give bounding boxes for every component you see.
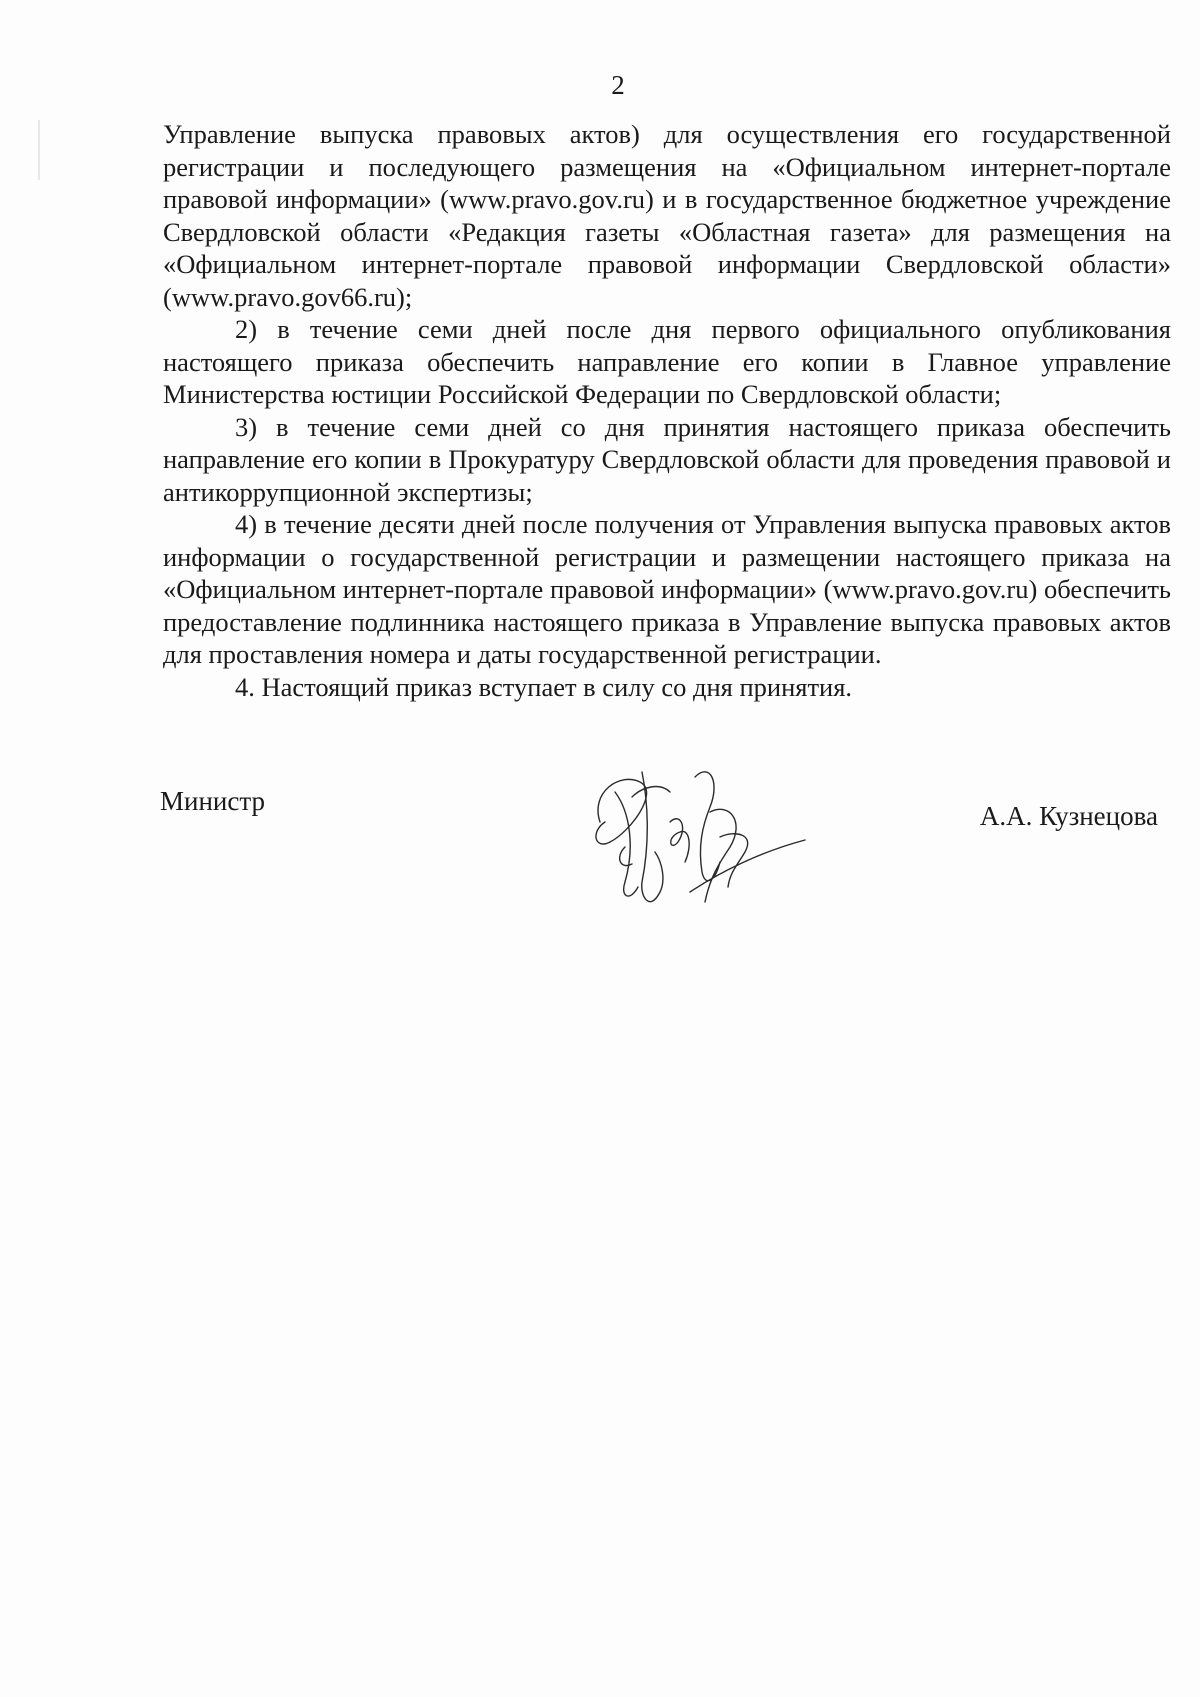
- handwritten-signature: [570, 752, 810, 922]
- paragraph-item-2: 2) в течение семи дней после дня первого официального опубликования настоящего приказа обеспечить направление его копии в Главное управление Министерства юстиции Российской Федерации по Свердловской области;: [163, 314, 1171, 409]
- paragraph-continuation: Управление выпуска правовых актов) для осуществления его государственной регистрации и последующего размещения на «Официальном интернет-портале правовой информации» (www.pravo.gov.ru) и в государственное бюджетное учреждение Свердловской области «Редакция газеты «Областная газета» для размещения на «Официальном интернет-портале правовой информации Свердловской области» (www.pravo.gov66.ru);: [163, 119, 1171, 312]
- scan-edge-mark: [38, 120, 40, 180]
- signatory-title: Министр: [160, 786, 265, 816]
- page-number: 2: [611, 70, 625, 100]
- document-body: [163, 118, 1171, 703]
- signatory-name: А.А. Кузнецова: [979, 801, 1158, 831]
- paragraph-item-3: 3) в течение семи дней со дня принятия настоящего приказа обеспечить направление его копии в Прокуратуру Свердловской области для проведения правовой и антикоррупционной экспертизы;: [163, 411, 1171, 507]
- signature-block: [0, 760, 1200, 920]
- paragraph-item-4: 4) в течение десяти дней после получения от Управления выпуска правовых актов информации о государственной регистрации и размещении настоящего приказа на «Официальном интернет-портале правовой информации» (www.pravo.gov.ru) обеспечить предоставление подлинника настоящего приказа в Управление выпуска правовых актов для проставления номера и даты государственной регистрации.: [163, 509, 1171, 669]
- paragraph-effective-date: 4. Настоящий приказ вступает в силу со дня принятия.: [235, 671, 853, 702]
